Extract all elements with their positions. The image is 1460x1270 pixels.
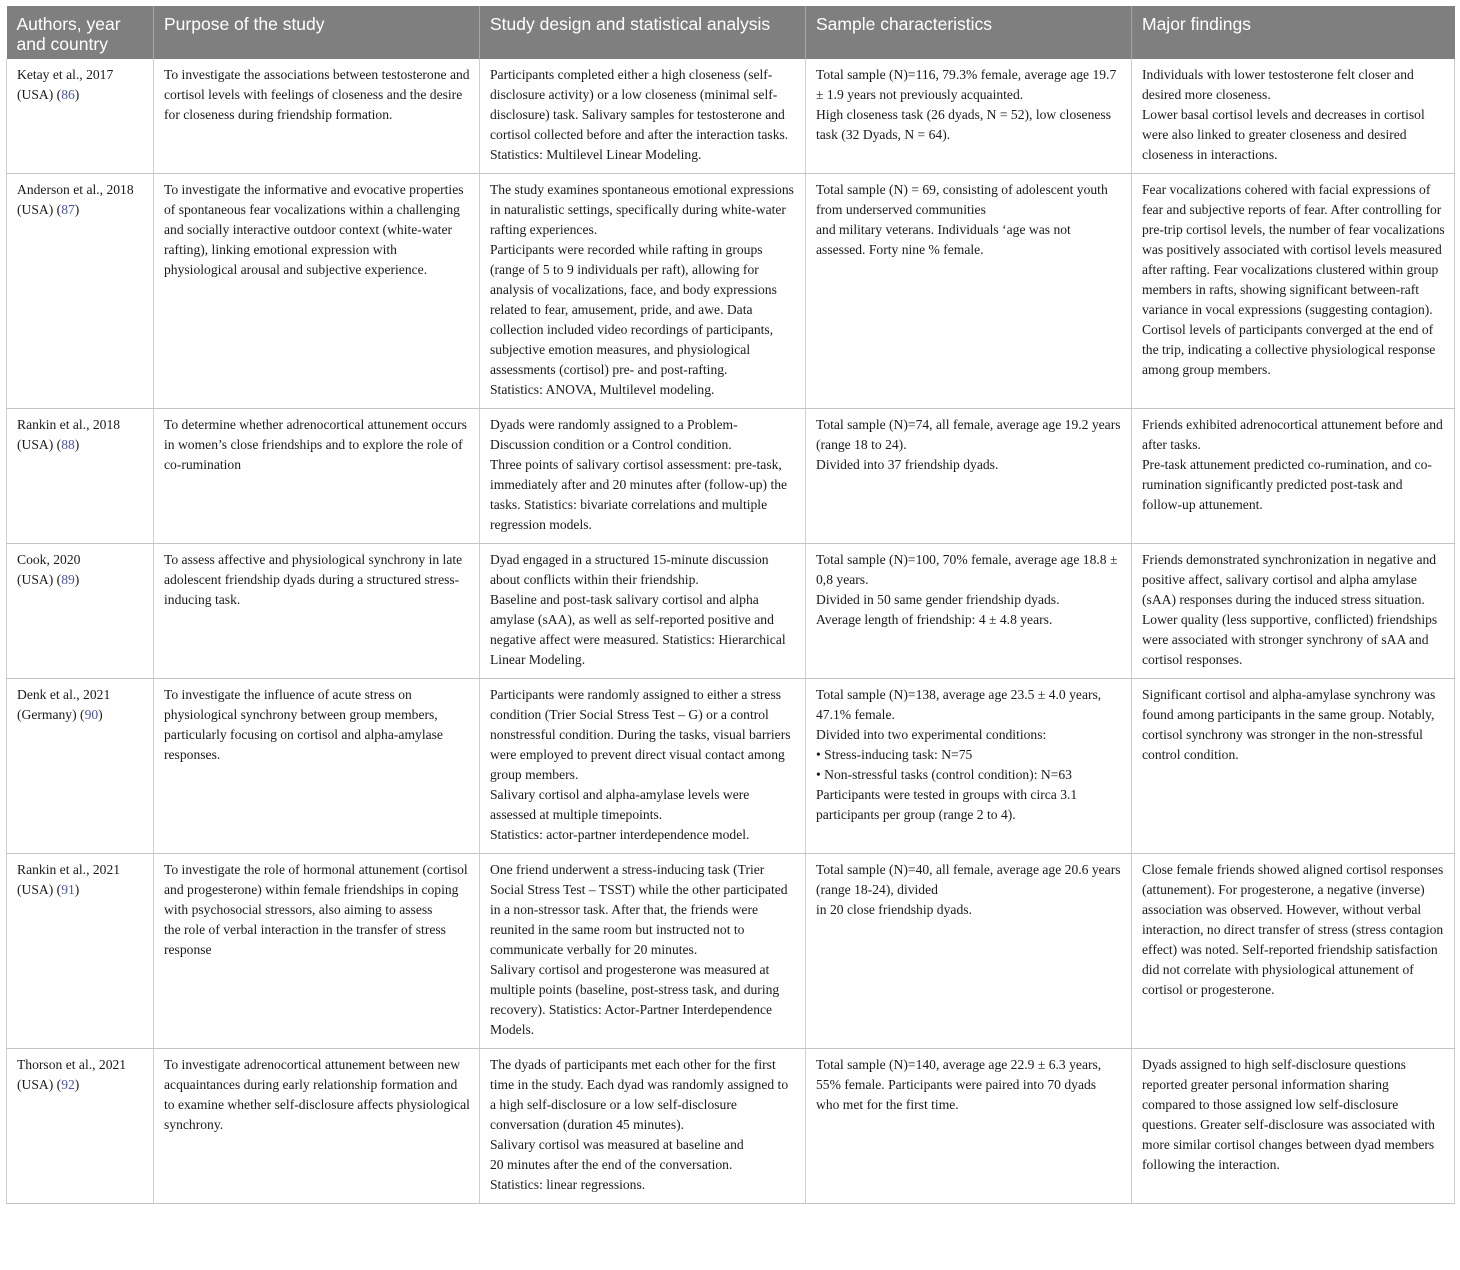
author-name: Thorson et al., 2021 (17, 1057, 127, 1072)
sample-text: Total sample (N)=100, 70% female, average age 18.8 ± 0,8 years. (816, 552, 1118, 587)
cell-findings (1132, 59, 1455, 174)
design-text: Statistics: ANOVA, Multilevel modeling. (490, 382, 715, 397)
design-text: Participants completed either a high closeness (self-disclosure activity) or a low closeness (minimal self-disclosure) task. Salivary samples for testosterone and cortisol collected before and after the interaction tasks. Statistics: Multilevel Linear Modeling. (490, 67, 789, 162)
author-country: (Germany) (90) (17, 707, 103, 722)
table-row (7, 174, 1455, 409)
findings-text: Pre-task attunement predicted co-rumination, and co-rumination significantly predicted post-task and follow-up attunement. (1142, 457, 1432, 512)
design-text: Salivary cortisol was measured at baseline and (490, 1137, 744, 1152)
design-text: Participants were recorded while rafting in groups (range of 5 to 9 individuals per raft), allowing for analysis of vocalizations, face, and body expressions related to fear, amusement, pride, and awe. Data collection included video recordings of participants, subjective emotion measures, and physiological assessments (cortisol) pre- and post-rafting. (490, 242, 777, 377)
cell-authors (7, 59, 154, 174)
author-country: (USA) (89) (17, 572, 80, 587)
design-text: Three points of salivary cortisol assessment: pre-task, immediately after and 20 minutes after (follow-up) the tasks. Statistics: bivariate correlations and multiple regression models. (490, 457, 788, 532)
cell-findings (1132, 854, 1455, 1049)
author-name: Denk et al., 2021 (17, 687, 111, 702)
design-text: Dyad engaged in a structured 15-minute discussion about conflicts within their friendship. (490, 552, 769, 587)
cell-design (480, 409, 806, 544)
sample-text: • Non-stressful tasks (control condition): N=63 (816, 767, 1072, 782)
cell-authors (7, 544, 154, 679)
design-text: Statistics: actor-partner interdependence model. (490, 827, 750, 842)
author-name: Ketay et al., 2017 (17, 67, 114, 82)
sample-text: Total sample (N)=40, all female, average age 20.6 years (range 18-24), divided (816, 862, 1121, 897)
author-country: (USA) (88) (17, 437, 80, 452)
design-text: Statistics: linear regressions. (490, 1177, 646, 1192)
sample-text: Participants were tested in groups with circa 3.1 participants per group (range 2 to 4). (816, 787, 1078, 822)
sample-text: Total sample (N) = 69, consisting of adolescent youth from underserved communities (816, 182, 1108, 217)
reference-link[interactable]: 86 (61, 87, 75, 102)
cell-authors (7, 854, 154, 1049)
findings-text: Friends demonstrated synchronization in negative and positive affect, salivary cortisol and alpha amylase (sAA) responses during the induced stress situation. Lower quality (less supportive, conflicted) friendships were associated with stronger synchrony of sAA and cortisol responses. (1142, 552, 1438, 667)
cell-sample (806, 409, 1132, 544)
sample-text: Divided into 37 friendship dyads. (816, 457, 999, 472)
reference-link[interactable]: 91 (61, 882, 75, 897)
cell-authors (7, 174, 154, 409)
reference-link[interactable]: 87 (61, 202, 75, 217)
cell-purpose (154, 854, 480, 1049)
studies-table (6, 6, 1455, 1204)
purpose-text: To assess affective and physiological synchrony in late adolescent friendship dyads during a structured stress-inducing task. (164, 552, 463, 607)
sample-text: Total sample (N)=138, average age 23.5 ± 4.0 years, 47.1% female. (816, 687, 1102, 722)
purpose-text: To investigate the role of hormonal attunement (cortisol and progesterone) within female friendships in coping with psychosocial stressors, also aiming to assess (164, 862, 468, 917)
author-country: (USA) (87) (17, 202, 80, 217)
reference-link[interactable]: 90 (84, 707, 99, 722)
reference-link[interactable]: 92 (61, 1077, 75, 1092)
design-text: 20 minutes after the end of the conversation. (490, 1157, 733, 1172)
cell-purpose (154, 59, 480, 174)
findings-text: Fear vocalizations cohered with facial expressions of fear and subjective reports of fear. After controlling for pre-trip cortisol levels, the number of fear vocalizations was positively associated with cortisol levels measured after rafting. Fear vocalizations clustered within group members in rafts, showing significant between-raft variance in vocal expressions (suggesting contagion). Cortisol levels of participants converged at the end of the trip, indicating a collective physiological response among group members. (1142, 182, 1445, 377)
cell-design (480, 544, 806, 679)
cell-sample (806, 544, 1132, 679)
header-design: Study design and statistical analysis (480, 6, 806, 59)
sample-text: Divided into two experimental conditions: (816, 727, 1047, 742)
sample-text: and military veterans. Individuals ‘age was not assessed. Forty nine % female. (816, 222, 1071, 257)
cell-findings (1132, 544, 1455, 679)
sample-text: Average length of friendship: 4 ± 4.8 years. (816, 612, 1053, 627)
cell-design (480, 174, 806, 409)
sample-text: in 20 close friendship dyads. (816, 902, 972, 917)
cell-findings (1132, 679, 1455, 854)
author-country: (USA) (86) (17, 87, 80, 102)
purpose-text: To investigate the influence of acute stress on physiological synchrony between group members, particularly focusing on cortisol and alpha-amylase responses. (164, 687, 443, 762)
cell-design (480, 679, 806, 854)
design-text: Baseline and post-task salivary cortisol and alpha amylase (sAA), as well as self-reported positive and negative affect were measured. Statistics: Hierarchical Linear Modeling. (490, 592, 786, 667)
sample-text: Total sample (N)=116, 79.3% female, average age 19.7 ± 1.9 years not previously acquainted. (816, 67, 1117, 102)
purpose-text: To investigate the informative and evocative properties of spontaneous fear vocalizations within a challenging and socially interactive outdoor context (white-water rafting), linking emotional expression with physiological arousal and subjective experience. (164, 182, 464, 277)
sample-text: Divided in 50 same gender friendship dyads. (816, 592, 1060, 607)
design-text: One friend underwent a stress-inducing task (Trier Social Stress Test – TSST) while the other participated in a non-stressor task. After that, the friends were reunited in the same room but instructed not to communicate verbally for 20 minutes. (490, 862, 788, 957)
design-text: Participants were randomly assigned to either a stress condition (Trier Social Stress Test – G) or a control nonstressful condition. During the tasks, visual barriers were employed to prevent direct visual contact among group members. (490, 687, 791, 782)
author-name: Anderson et al., 2018 (17, 182, 134, 197)
sample-text: High closeness task (26 dyads, N = 52), low closeness task (32 Dyads, N = 64). (816, 107, 1111, 142)
sample-text: Total sample (N)=140, average age 22.9 ± 6.3 years, 55% female. Participants were paired into 70 dyads who met for the first time. (816, 1057, 1102, 1112)
findings-text: Individuals with lower testosterone felt closer and desired more closeness. (1142, 67, 1414, 102)
findings-text: Dyads assigned to high self-disclosure questions reported greater personal information sharing compared to those assigned low self-disclosure questions. Greater self-disclosure was associated with more similar cortisol changes between dyad members following the interaction. (1142, 1057, 1435, 1172)
cell-sample (806, 679, 1132, 854)
sample-text: Total sample (N)=74, all female, average age 19.2 years (range 18 to 24). (816, 417, 1121, 452)
purpose-text: To determine whether adrenocortical attunement occurs in women’s close friendships and to explore the role of co-rumination (164, 417, 467, 472)
table-row (7, 854, 1455, 1049)
author-country: (USA) (92) (17, 1077, 80, 1092)
cell-purpose (154, 544, 480, 679)
table-row (7, 409, 1455, 544)
findings-text: Close female friends showed aligned cortisol responses (attunement). For progesterone, a negative (inverse) association was observed. However, without verbal interaction, no direct transfer of stress (stress contagion effect) was noted. Self-reported friendship satisfaction did not correlate with physiological attunement of cortisol or progesterone. (1142, 862, 1444, 997)
table-row (7, 544, 1455, 679)
cell-purpose (154, 1049, 480, 1204)
findings-text: Friends exhibited adrenocortical attunement before and after tasks. (1142, 417, 1443, 452)
header-sample: Sample characteristics (806, 6, 1132, 59)
cell-authors (7, 1049, 154, 1204)
reference-link[interactable]: 88 (61, 437, 75, 452)
reference-link[interactable]: 89 (61, 572, 75, 587)
cell-sample (806, 854, 1132, 1049)
cell-authors (7, 679, 154, 854)
sample-text: • Stress-inducing task: N=75 (816, 747, 973, 762)
header-purpose: Purpose of the study (154, 6, 480, 59)
cell-findings (1132, 1049, 1455, 1204)
cell-purpose (154, 409, 480, 544)
cell-sample (806, 1049, 1132, 1204)
design-text: Salivary cortisol and progesterone was measured at multiple points (baseline, post-stress task, and during recovery). Statistics: Actor-Partner Interdependence Models. (490, 962, 780, 1037)
cell-design (480, 854, 806, 1049)
design-text: Salivary cortisol and alpha-amylase levels were assessed at multiple timepoints. (490, 787, 750, 822)
design-text: The dyads of participants met each other for the first time in the study. Each dyad was randomly assigned to a high self-disclosure or a low self-disclosure conversation (duration 45 minutes). (490, 1057, 789, 1132)
findings-text: Lower basal cortisol levels and decreases in cortisol were also linked to greater closeness and desired closeness in interactions. (1142, 107, 1425, 162)
cell-purpose (154, 174, 480, 409)
cell-sample (806, 174, 1132, 409)
purpose-text: the role of verbal interaction in the transfer of stress response (164, 922, 446, 957)
design-text: The study examines spontaneous emotional expressions in naturalistic settings, specifically during white-water rafting experiences. (490, 182, 794, 237)
header-findings: Major findings (1132, 6, 1455, 59)
cell-findings (1132, 409, 1455, 544)
cell-sample (806, 59, 1132, 174)
table-row (7, 1049, 1455, 1204)
author-name: Rankin et al., 2021 (17, 862, 121, 877)
cell-design (480, 59, 806, 174)
design-text: Dyads were randomly assigned to a Problem-Discussion condition or a Control condition. (490, 417, 738, 452)
table-row (7, 59, 1455, 174)
findings-text: Significant cortisol and alpha-amylase synchrony was found among participants in the same group. Notably, cortisol synchrony was stronger in the non-stressful control condition. (1142, 687, 1436, 762)
cell-purpose (154, 679, 480, 854)
purpose-text: To investigate the associations between testosterone and cortisol levels with feelings of closeness and the desire for closeness during friendship formation. (164, 67, 470, 122)
author-country: (USA) (91) (17, 882, 80, 897)
table-body (7, 59, 1455, 1204)
purpose-text: To investigate adrenocortical attunement between new acquaintances during early relationship formation and to examine whether self-disclosure affects physiological synchrony. (164, 1057, 470, 1132)
table-row (7, 679, 1455, 854)
cell-findings (1132, 174, 1455, 409)
cell-design (480, 1049, 806, 1204)
author-name: Cook, 2020 (17, 552, 81, 567)
header-authors: Authors, year and country (7, 6, 154, 59)
author-name: Rankin et al., 2018 (17, 417, 121, 432)
cell-authors (7, 409, 154, 544)
table-header-row (7, 6, 1455, 59)
